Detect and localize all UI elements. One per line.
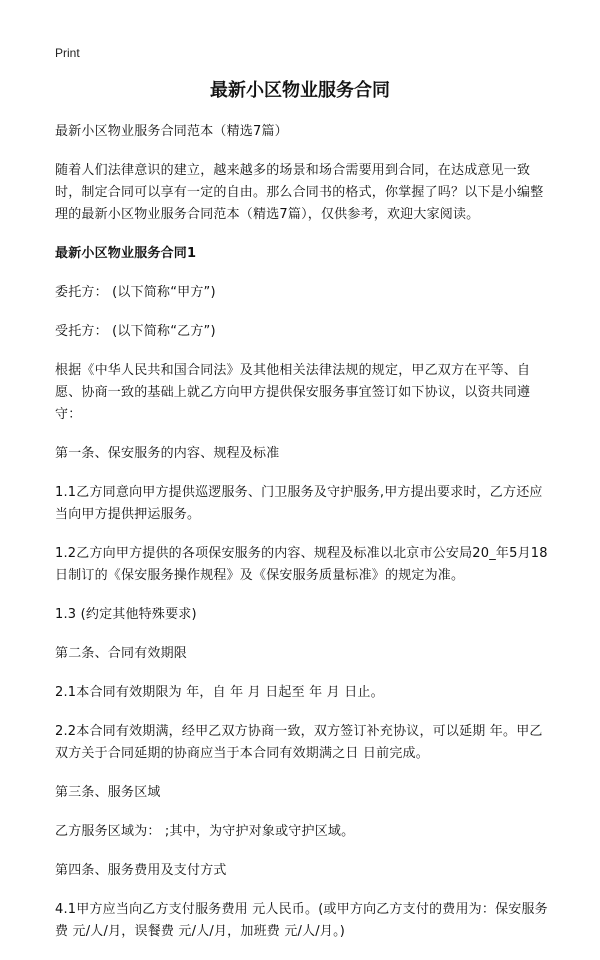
print-link[interactable]: Print — [55, 46, 80, 60]
paragraph: 乙方服务区域为： ;其中，为守护对象或守护区域。 — [55, 824, 355, 839]
paragraph: 根据《中华人民共和国合同法》及其他相关法律法规的规定，甲乙双方在平等、自愿、协商一致的基础上就乙方向甲方提供保安服务事宜签订如下协议，以资共同遵守： — [55, 363, 531, 422]
paragraph: 随着人们法律意识的建立，越来越多的场景和场合需要用到合同，在达成意见一致时，制定合同可以享有一定的自由。那么合同书的格式，你掌握了吗？以下是小编整理的最新小区物业服务合同范本（精选7篇），仅供参考，欢迎大家阅读。 — [55, 163, 544, 222]
paragraph: 2.2本合同有效期满，经甲乙双方协商一致，双方签订补充协议，可以延期 年。甲乙双方关于合同延期的协商应当于本合同有效期满之日 日前完成。 — [55, 724, 543, 761]
paragraph: 第一条、保安服务的内容、规程及标准 — [55, 446, 280, 461]
paragraph: 第四条、服务费用及支付方式 — [55, 863, 227, 878]
paragraph: 受托方： (以下简称“乙方”) — [55, 324, 216, 339]
document-body — [55, 121, 555, 960]
paragraph: 4.1甲方应当向乙方支付服务费用 元人民币。(或甲方向乙方支付的费用为：保安服务费 元/人/月，误餐费 元/人/月，加班费 元/人/月。) — [55, 902, 548, 939]
paragraph: 委托方： (以下简称“甲方”) — [55, 285, 216, 300]
paragraph: 1.1乙方同意向甲方提供巡逻服务、门卫服务及守护服务,甲方提出要求时，乙方还应当向甲方提供押运服务。 — [55, 485, 543, 522]
paragraph: 1.3 (约定其他特殊要求) — [55, 607, 197, 622]
paragraph: 第三条、服务区域 — [55, 785, 161, 800]
paragraph: 第二条、合同有效期限 — [55, 646, 188, 661]
paragraph: 最新小区物业服务合同范本（精选7篇） — [55, 124, 288, 139]
paragraph: 2.1本合同有效期限为 年，自 年 月 日起至 年 月 日止。 — [55, 685, 384, 700]
document-title: 最新小区物业服务合同 — [210, 80, 390, 101]
section-heading: 最新小区物业服务合同1 — [55, 246, 197, 261]
paragraph: 1.2乙方向甲方提供的各项保安服务的内容、规程及标准以北京市公安局20_年5月18日制订的《保安服务操作规程》及《保安服务质量标准》的规定为准。 — [55, 546, 548, 583]
